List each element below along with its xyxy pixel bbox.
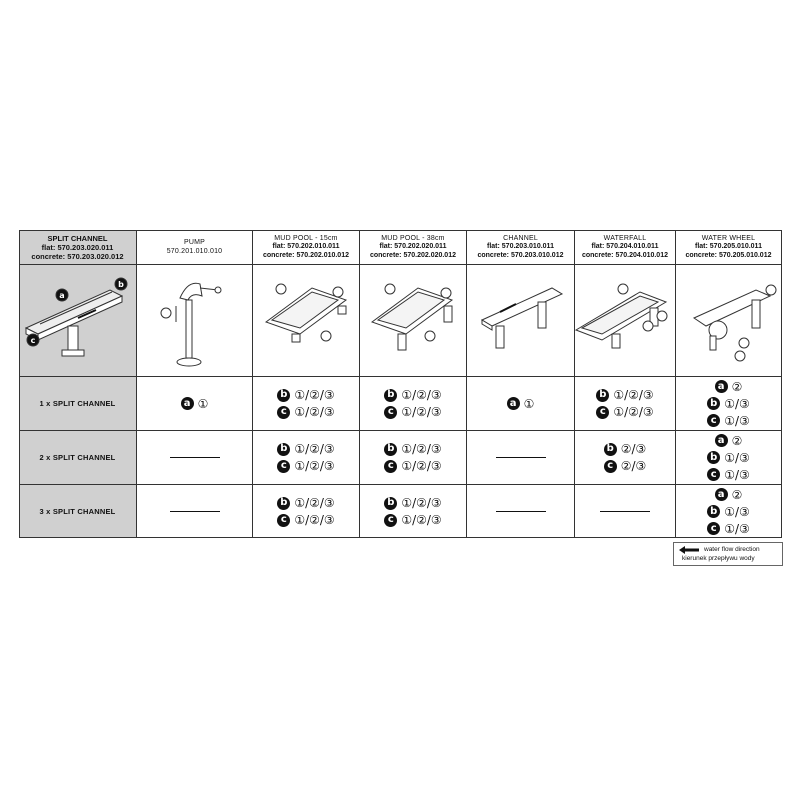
header-pump-title: PUMP <box>183 239 206 246</box>
marker-c-icon: c <box>707 468 720 481</box>
combo-line <box>277 387 334 404</box>
position-numbers: ①/③ <box>724 450 750 465</box>
position-numbers: ①/②/③ <box>401 442 442 456</box>
combo-line <box>707 466 750 483</box>
combo-cell <box>575 431 675 484</box>
header-mud-pool-15-title: MUD POOL - 15cm <box>274 234 338 242</box>
not-applicable-dash <box>170 511 220 512</box>
position-numbers: ①/②/③ <box>401 513 442 527</box>
marker-a-icon: a <box>715 488 728 501</box>
position-numbers: ①/②/③ <box>294 405 335 419</box>
header-water-wheel <box>676 230 781 265</box>
combo-cell <box>360 377 466 430</box>
position-numbers: ② <box>731 379 743 394</box>
header-split-channel-flat: flat: 570.203.020.011 <box>41 243 114 252</box>
marker-c-icon: c <box>277 460 290 473</box>
combo-line <box>707 520 750 537</box>
position-numbers: ②/③ <box>620 442 647 456</box>
header-waterfall-title: WATERFALL <box>603 234 647 242</box>
combo-cell <box>676 485 781 538</box>
row-label-3x-text: 3 x SPLIT CHANNEL <box>39 507 116 516</box>
svg-text:b: b <box>118 280 124 289</box>
combo-line <box>384 387 441 404</box>
row-label-3x <box>19 485 136 538</box>
water-wheel-drawing <box>694 285 776 361</box>
combo-cell <box>253 431 359 484</box>
marker-b-icon: b <box>707 397 720 410</box>
header-water-wheel-title: WATER WHEEL <box>701 234 756 242</box>
header-split-channel-title: SPLIT CHANNEL <box>47 234 108 243</box>
position-numbers: ① <box>197 396 209 411</box>
legend-line-1: water flow direction <box>704 546 760 553</box>
position-numbers: ② <box>731 487 743 502</box>
header-water-wheel-concrete: concrete: 570.205.010.012 <box>685 251 772 259</box>
pump-drawing <box>161 283 221 366</box>
position-numbers: ①/③ <box>724 467 750 482</box>
marker-b-icon: b <box>384 497 397 510</box>
not-applicable-dash <box>170 457 220 458</box>
combo-cell <box>467 431 574 484</box>
position-numbers: ①/②/③ <box>401 459 442 473</box>
combo-line <box>707 412 750 429</box>
header-channel <box>467 230 574 265</box>
combo-line <box>604 441 647 458</box>
row-label-2x <box>19 431 136 484</box>
marker-b-icon: b <box>707 451 720 464</box>
header-mud-pool-38-flat: flat: 570.202.020.011 <box>379 243 447 251</box>
header-water-wheel-flat: flat: 570.205.010.011 <box>695 243 762 251</box>
marker-b-icon: b <box>277 497 290 510</box>
combo-cell <box>253 377 359 430</box>
position-numbers: ②/③ <box>620 459 647 473</box>
header-pump <box>137 230 252 265</box>
position-numbers: ①/③ <box>724 504 750 519</box>
flow-arrow-icon <box>679 546 699 554</box>
header-mud-pool-15-flat: flat: 570.202.010.011 <box>272 243 340 251</box>
svg-text:a: a <box>59 291 65 300</box>
waterfall-drawing <box>576 284 667 348</box>
position-numbers: ①/③ <box>724 396 750 411</box>
combo-line <box>715 378 743 395</box>
header-mud-pool-15-concrete: concrete: 570.202.010.012 <box>262 251 349 259</box>
marker-b-icon: b <box>604 443 617 456</box>
combo-line <box>384 495 441 512</box>
combo-line <box>277 458 334 475</box>
position-numbers: ①/②/③ <box>294 459 335 473</box>
combo-line <box>384 441 441 458</box>
position-numbers: ①/②/③ <box>613 405 654 419</box>
marker-c-icon: c <box>707 522 720 535</box>
marker-c-icon: c <box>277 406 290 419</box>
combo-line <box>604 458 647 475</box>
header-mud-pool-15 <box>253 230 359 265</box>
marker-c-icon: c <box>384 406 397 419</box>
combo-line <box>596 387 653 404</box>
combo-line <box>384 404 441 421</box>
header-mud-pool-38 <box>360 230 466 265</box>
marker-b-icon: b <box>707 505 720 518</box>
combo-line <box>384 512 441 529</box>
marker-c-icon: c <box>604 460 617 473</box>
header-waterfall-flat: flat: 570.204.010.011 <box>591 243 659 251</box>
header-pump-code: 570.201.010.010 <box>166 247 223 255</box>
position-numbers: ①/②/③ <box>401 496 442 510</box>
combo-line <box>384 458 441 475</box>
marker-a-icon: a <box>507 397 520 410</box>
marker-b-icon: b <box>596 389 609 402</box>
row-label-1x <box>19 377 136 430</box>
channel-drawing <box>482 288 562 348</box>
combo-line <box>707 449 750 466</box>
mud-pool-38-drawing <box>372 284 452 350</box>
row-label-1x-text: 1 x SPLIT CHANNEL <box>39 399 116 408</box>
combo-line <box>715 486 743 503</box>
marker-b-icon: b <box>384 389 397 402</box>
combo-cell <box>467 485 574 538</box>
header-split-channel-concrete: concrete: 570.203.020.012 <box>31 252 124 261</box>
marker-c-icon: c <box>384 514 397 527</box>
marker-a-icon: a <box>715 380 728 393</box>
header-channel-title: CHANNEL <box>503 234 538 242</box>
combo-cell <box>575 377 675 430</box>
position-numbers: ①/②/③ <box>294 388 335 402</box>
combo-cell <box>137 485 252 538</box>
header-split-channel <box>19 230 136 265</box>
not-applicable-dash <box>496 457 546 458</box>
combo-cell <box>253 485 359 538</box>
not-applicable-dash <box>496 511 546 512</box>
combo-line <box>277 404 334 421</box>
marker-b-icon: b <box>277 389 290 402</box>
combo-line <box>277 512 334 529</box>
row-label-2x-text: 2 x SPLIT CHANNEL <box>39 453 116 462</box>
marker-b-icon: b <box>277 443 290 456</box>
marker-c-icon: c <box>596 406 609 419</box>
combo-line <box>277 495 334 512</box>
header-waterfall <box>575 230 675 265</box>
combo-line <box>715 432 743 449</box>
combo-cell <box>137 431 252 484</box>
legend-line-2: kierunek przepływu wody <box>682 555 755 562</box>
position-numbers: ① <box>523 396 535 411</box>
marker-c-icon: c <box>707 414 720 427</box>
combo-line <box>277 441 334 458</box>
position-numbers: ①/②/③ <box>613 388 654 402</box>
header-mud-pool-38-title: MUD POOL - 38cm <box>381 234 445 242</box>
position-numbers: ①/②/③ <box>401 405 442 419</box>
mud-pool-15-drawing <box>266 284 346 342</box>
marker-b-icon: b <box>384 443 397 456</box>
combo-line <box>596 404 653 421</box>
position-numbers: ①/②/③ <box>294 442 335 456</box>
legend <box>673 542 783 566</box>
position-numbers: ①/②/③ <box>401 388 442 402</box>
combo-cell <box>467 377 574 430</box>
marker-a-icon: a <box>181 397 194 410</box>
svg-text:c: c <box>30 336 36 345</box>
combo-cell <box>676 377 781 430</box>
position-numbers: ①/③ <box>724 413 750 428</box>
header-channel-concrete: concrete: 570.203.010.012 <box>477 251 564 259</box>
combo-cell <box>360 485 466 538</box>
header-waterfall-concrete: concrete: 570.204.010.012 <box>581 251 668 259</box>
combo-cell <box>676 431 781 484</box>
combo-cell <box>360 431 466 484</box>
header-channel-flat: flat: 570.203.010.011 <box>487 243 554 251</box>
combo-line <box>181 395 209 412</box>
combo-line <box>707 395 750 412</box>
header-mud-pool-38-concrete: concrete: 570.202.020.012 <box>369 251 456 259</box>
position-numbers: ② <box>731 433 743 448</box>
marker-c-icon: c <box>384 460 397 473</box>
combo-cell <box>137 377 252 430</box>
not-applicable-dash <box>600 511 650 512</box>
marker-c-icon: c <box>277 514 290 527</box>
combo-line <box>507 395 535 412</box>
marker-a-icon: a <box>715 434 728 447</box>
position-numbers: ①/②/③ <box>294 496 335 510</box>
combo-cell <box>575 485 675 538</box>
position-numbers: ①/②/③ <box>294 513 335 527</box>
combo-line <box>707 503 750 520</box>
position-numbers: ①/③ <box>724 521 750 536</box>
